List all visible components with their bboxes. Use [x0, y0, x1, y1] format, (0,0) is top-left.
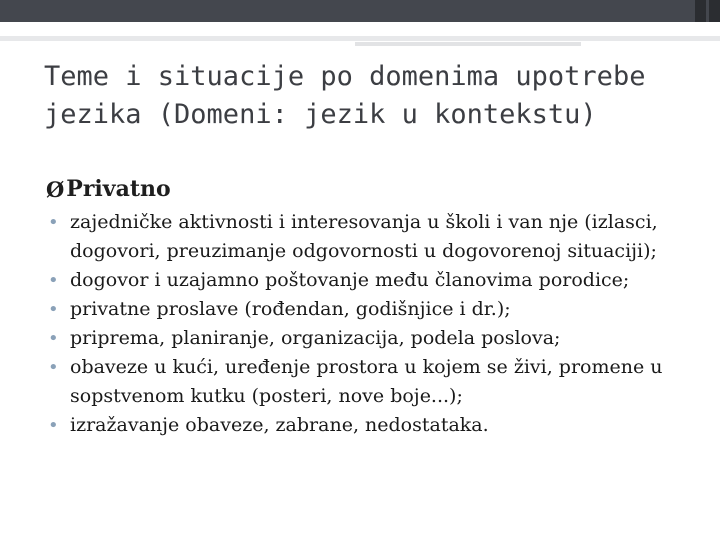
bullet-dot-icon: •: [48, 357, 59, 378]
list-item-text: izražavanje obaveze, zabrane, nedostataka.: [70, 414, 489, 436]
list-item: [46, 266, 706, 295]
accent-line-highlight: [355, 42, 581, 46]
list-item: [46, 295, 706, 324]
list-item-text: obaveze u kući, uređenje prostora u kojem se živi, promene u sopstvenom kutku (posteri, nove boje...);: [70, 356, 663, 407]
slide-title: Teme i situacije po domenima upotrebe jezika (Domeni: jezik u kontekstu): [44, 61, 646, 130]
list-item-text: priprema, planiranje, organizacija, podela poslova;: [70, 327, 561, 349]
bullet-dot-icon: •: [48, 270, 59, 291]
top-decorative-bar: [0, 0, 720, 22]
bullet-list: [46, 208, 706, 440]
bullet-dot-icon: •: [48, 212, 59, 233]
section-heading-label: Privatno: [66, 176, 171, 202]
section-heading: [46, 176, 171, 202]
list-item-text: zajedničke aktivnosti i interesovanja u školi i van nje (izlasci, dogovori, preuzimanje odgovornosti u dogovorenoj situaciji);: [70, 211, 658, 262]
arrow-bullet-icon: Ø: [46, 176, 65, 202]
bar-segment: [695, 0, 706, 22]
accent-line: [0, 36, 720, 41]
list-item: [46, 411, 706, 440]
bar-segment: [709, 0, 720, 22]
list-item-text: privatne proslave (rođendan, godišnjice i dr.);: [70, 298, 511, 320]
list-item-text: dogovor i uzajamno poštovanje među članovima porodice;: [70, 269, 630, 291]
list-item: [46, 353, 706, 411]
list-item: [46, 208, 706, 266]
bullet-dot-icon: •: [48, 328, 59, 349]
bullet-dot-icon: •: [48, 299, 59, 320]
bullet-dot-icon: •: [48, 415, 59, 436]
list-item: [46, 324, 706, 353]
